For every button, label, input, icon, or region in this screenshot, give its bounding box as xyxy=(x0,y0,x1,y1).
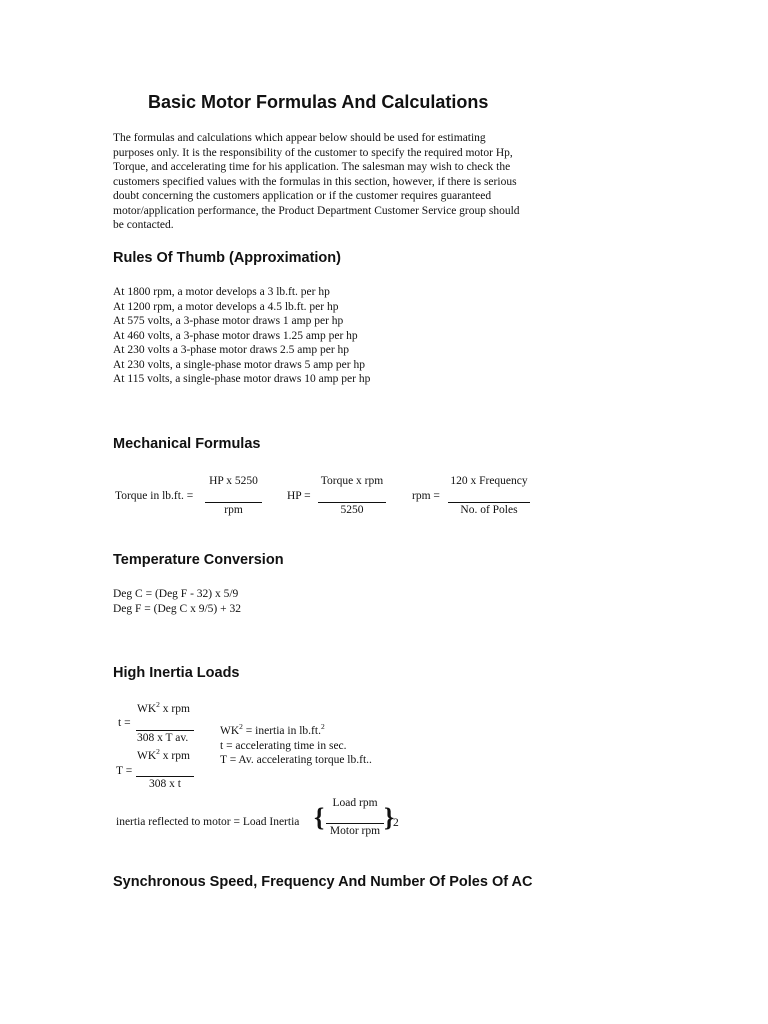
torque-lhs: Torque in lb.ft. = xyxy=(115,490,194,502)
rule-item: At 1200 rpm, a motor develops a 4.5 lb.ft. per hp xyxy=(113,300,339,313)
T-denominator: 308 x t xyxy=(149,778,181,790)
reflected-denominator: Motor rpm xyxy=(329,825,381,837)
t-numerator: $WK^2$ x rpm xyxy=(137,700,190,715)
intro-paragraph xyxy=(113,131,520,233)
reflected-exponent: 2 xyxy=(393,817,399,829)
hp-lhs: HP = xyxy=(287,490,311,502)
reflected-numerator: Load rpm xyxy=(332,797,378,809)
inertia-definitions xyxy=(220,724,372,768)
temperature-formulas xyxy=(113,587,241,616)
t-denominator: 308 x T av. xyxy=(137,732,189,744)
intro-line: The formulas and calculations which appear below should be used for estimating xyxy=(113,132,486,144)
reflected-lhs: inertia reflected to motor = Load Inertia xyxy=(116,816,300,828)
intro-line: Torque, and accelerating time for his application. The salesman may wish to check the xyxy=(113,161,511,173)
inertia-heading: High Inertia Loads xyxy=(113,665,240,681)
intro-line: purposes only. It is the responsibility of the customer to specify the required motor Hp, xyxy=(113,146,513,159)
rule-item: At 230 volts, a single-phase motor draws 5 amp per hp xyxy=(113,358,365,371)
rpm-denominator: No. of Poles xyxy=(460,504,518,516)
mechanical-heading: Mechanical Formulas xyxy=(113,436,261,452)
intro-line: doubt concerning the customers application or if the customer requires guaranteed xyxy=(113,190,492,202)
temperature-line: Deg C = (Deg F - 32) x 5/9 xyxy=(113,588,239,600)
definition-t: t = accelerating time in sec. xyxy=(220,739,347,752)
hp-numerator: Torque x rpm xyxy=(320,475,384,487)
temperature-line: Deg F = (Deg C x 9/5) + 32 xyxy=(113,602,241,615)
rule-item: At 230 volts a 3-phase motor draws 2.5 amp per hp xyxy=(113,344,350,356)
right-brace-icon: } xyxy=(384,803,395,832)
definition-T: T = Av. accelerating torque lb.ft.. xyxy=(220,754,372,766)
left-brace-icon: { xyxy=(314,803,325,832)
hp-denominator: 5250 xyxy=(340,504,364,516)
rpm-lhs: rpm = xyxy=(412,490,440,502)
definition-wk2: $WK^2$ = inertia in lb.ft.$^2$ xyxy=(220,722,325,737)
rule-item: At 575 volts, a 3-phase motor draws 1 amp per hp xyxy=(113,315,344,327)
temperature-heading: Temperature Conversion xyxy=(113,552,284,568)
page-title: Basic Motor Formulas And Calculations xyxy=(148,92,489,112)
torque-numerator: HP x 5250 xyxy=(209,475,258,487)
rules-heading: Rules Of Thumb (Approximation) xyxy=(113,250,341,266)
rule-item: At 460 volts, a 3-phase motor draws 1.25 amp per hp xyxy=(113,329,358,342)
rpm-numerator: 120 x Frequency xyxy=(450,475,528,487)
intro-line: customers specified values with the formulas in this section, however, if there is serious xyxy=(113,175,517,188)
T-numerator: $WK^2$ x rpm xyxy=(137,747,190,762)
torque-denominator: rpm xyxy=(224,504,243,516)
T-lhs: T = xyxy=(116,765,133,777)
intro-line: be contacted. xyxy=(113,219,174,231)
rule-item: At 115 volts, a single-phase motor draws 10 amp per hp xyxy=(113,373,371,385)
intro-line: motor/application performance, the Product Department Customer Service group should xyxy=(113,204,520,217)
t-lhs: t = xyxy=(118,717,131,729)
rules-list xyxy=(113,285,370,387)
rule-item: At 1800 rpm, a motor develops a 3 lb.ft. per hp xyxy=(113,286,330,298)
synchronous-heading: Synchronous Speed, Frequency And Number Of Poles Of AC xyxy=(113,874,533,890)
